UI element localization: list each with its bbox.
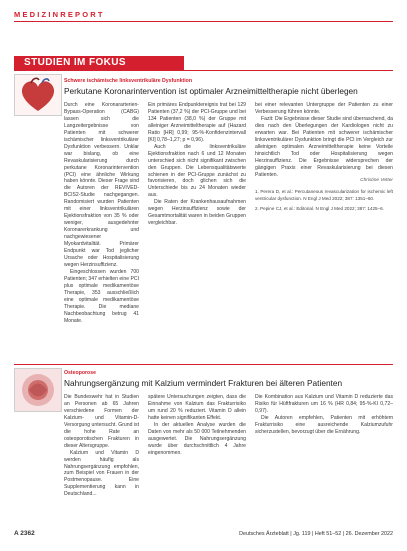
paragraph: Eingeschlossen wurden 700 Patienten; 347 erhielten eine PCI plus optimale medikamentöse Therapie, 353 ausschließlich eine optimale medikamentöse Therapie. Die mediane Nachbeobachtung betrug 41 Monate. bbox=[64, 268, 139, 324]
article-separator bbox=[14, 364, 393, 365]
article-column-3 bbox=[255, 394, 393, 524]
paragraph: Fazit: Die Ergebnisse dieser Studie sind überraschend, da dies nach den Überlegungen der Kardiologen nicht zu erwarten war. Bei Patienten mit schwerer ischämischer linksventrikulärer Dysfunktion bringt die PCI im Vergleich zur alleinigen optimalen Arzneimitteltherapie keine Vorteile hinsichtlich Tod oder Hospitalisierung wegen Herzinsuffizienz. Die Ergebnisse widersprechen der gängigen Praxis einer Revaskularisierung bei diesen Patienten. bbox=[255, 115, 393, 178]
article-ischemia bbox=[14, 74, 393, 364]
paragraph: Ein primäres Endpunktereignis trat bei 129 Patienten (37,2 %) der PCI-Gruppe und bei 134 Patienten (38,0 %) der Gruppe mit alleiniger Arzneimitteltherapie auf (Hazard Ratio [HR] 0,99; 95-%-Konfidenzintervall [KI] 0,78–1,27; p = 0,96). bbox=[148, 102, 246, 143]
rubric-divider bbox=[14, 21, 393, 22]
section-banner bbox=[14, 56, 184, 71]
article-headline: Perkutane Koronarintervention ist optimaler Arzneimitteltherapie nicht überlegen bbox=[64, 86, 358, 96]
article-column-2 bbox=[148, 102, 246, 360]
rubric: MEDIZINREPORT bbox=[14, 10, 105, 19]
article-kicker: Osteoporose bbox=[64, 370, 96, 376]
paragraph: Die Bundeswehr hat in Studien an Personen ab 65 Jahren verschiedene Formen der Kalzium- und Vitamin-D-Versorgung untersucht. Grund ist die hohe Rate an osteoporotischen Frakturen in dieser Altersgruppe. bbox=[64, 394, 139, 449]
paragraph: spätere Untersuchungen zeigten, dass die Einnahme von Kalzium das Frakturrisiko um rund 20 % reduziert. Vitamin D allein hatte keinen signifikanten Effekt. bbox=[148, 394, 246, 421]
reference: 2. Pepine CJ, et al.: Editorial. N Engl J Med 2022; 387: 1425–6. bbox=[255, 205, 384, 211]
author-signature: Christine Vetter bbox=[360, 178, 393, 184]
article-column-2 bbox=[148, 394, 246, 524]
banner-rule bbox=[184, 70, 393, 71]
section-banner-label: STUDIEN IM FOKUS bbox=[24, 57, 126, 68]
article-column-1 bbox=[64, 102, 139, 360]
reference: 1. Perera D, et al.: Percutaneous revascularization for ischemic left ventricular dysfunction. N Engl J Med 2022; 387: 1351–60. bbox=[255, 189, 393, 201]
paragraph: Auch die linksventrikuläre Ejektionsfraktion nach 6 und 12 Monaten unterschied sich nicht signifikant zwischen den Gruppen. Die Lebensqualitätswerte schienen in der PCI-Gruppe zunächst zu favorisieren, doch glichen sich die Unterschiede bis zu 24 Monaten wieder aus. bbox=[148, 143, 246, 199]
journal-source: Deutsches Ärzteblatt | Jg. 119 | Heft 51–52 | 26. Dezember 2022 bbox=[239, 531, 393, 537]
paragraph: Die Raten der Krankenhausaufnahmen wegen Herzinsuffizienz sowie der Gesamtmortalität waren in beiden Gruppen vergleichbar. bbox=[148, 199, 246, 227]
article-column-3 bbox=[255, 102, 393, 360]
paragraph: bei einer relevanten Untergruppe der Patienten zu einer Verbesserung führen könnte. bbox=[255, 102, 393, 115]
paragraph: In der aktuellen Analyse wurden die Daten von mehr als 50 000 Teilnehmenden ausgewertet. Die Nahrungsergänzung wurde über durchschnittlich 4 Jahre eingenommen. bbox=[148, 421, 246, 456]
article-kicker: Schwere ischämische linksventrikuläre Dysfunktion bbox=[64, 78, 193, 84]
paragraph: Kalzium und Vitamin D werden häufig als Nahrungsergänzung empfohlen, zum Beispiel von Frauen in der Postmenopause. Eine Supplementierung kann in Deutschland... bbox=[64, 449, 139, 498]
paragraph: Durch eine Koronararterien-Bypass-Operation (CABG) lassen sich die Langzeitergebnisse von Patienten mit schwerer ischämischer linksventrikulärer Dysfunktion verbessern. Unklar war bislang, ob eine Revaskularisierung durch perkutane Koronarintervention (PCI) eine ähnliche Wirkung haben könnte. Dieser Frage sind die Autoren der REVIVED-BCIS2-Studie nachgegangen. Randomisiert wurden Patienten mit einer linksventrikulären Ejektionsfraktion von 35 % oder weniger, ausgedehnter Koronarerkrankung und nachgewiesener Myokardvitalität. Primärer Endpunkt war Tod jeglicher Ursache oder Hospitalisierung wegen Herzinsuffizienz. bbox=[64, 102, 139, 268]
heart-illustration bbox=[14, 74, 62, 116]
article-headline: Nahrungsergänzung mit Kalzium vermindert Frakturen bei älteren Patienten bbox=[64, 378, 343, 388]
paragraph: Die Autoren empfehlen, Patienten mit erhöhtem Frakturrisiko eine ausreichende Kalziumzufuhr sicherzustellen, bevorzugt über die Ernährung. bbox=[255, 414, 393, 435]
bone-xray-illustration bbox=[14, 368, 62, 412]
article-osteoporosis bbox=[14, 368, 393, 526]
paragraph: Die Kombination aus Kalzium und Vitamin D reduzierte das Risiko für Hüftfrakturen um 16 % (HR 0,84; 95-%-KI 0,72–0,97). bbox=[255, 394, 393, 414]
article-column-1 bbox=[64, 394, 139, 524]
page-number: A 2362 bbox=[14, 530, 35, 537]
